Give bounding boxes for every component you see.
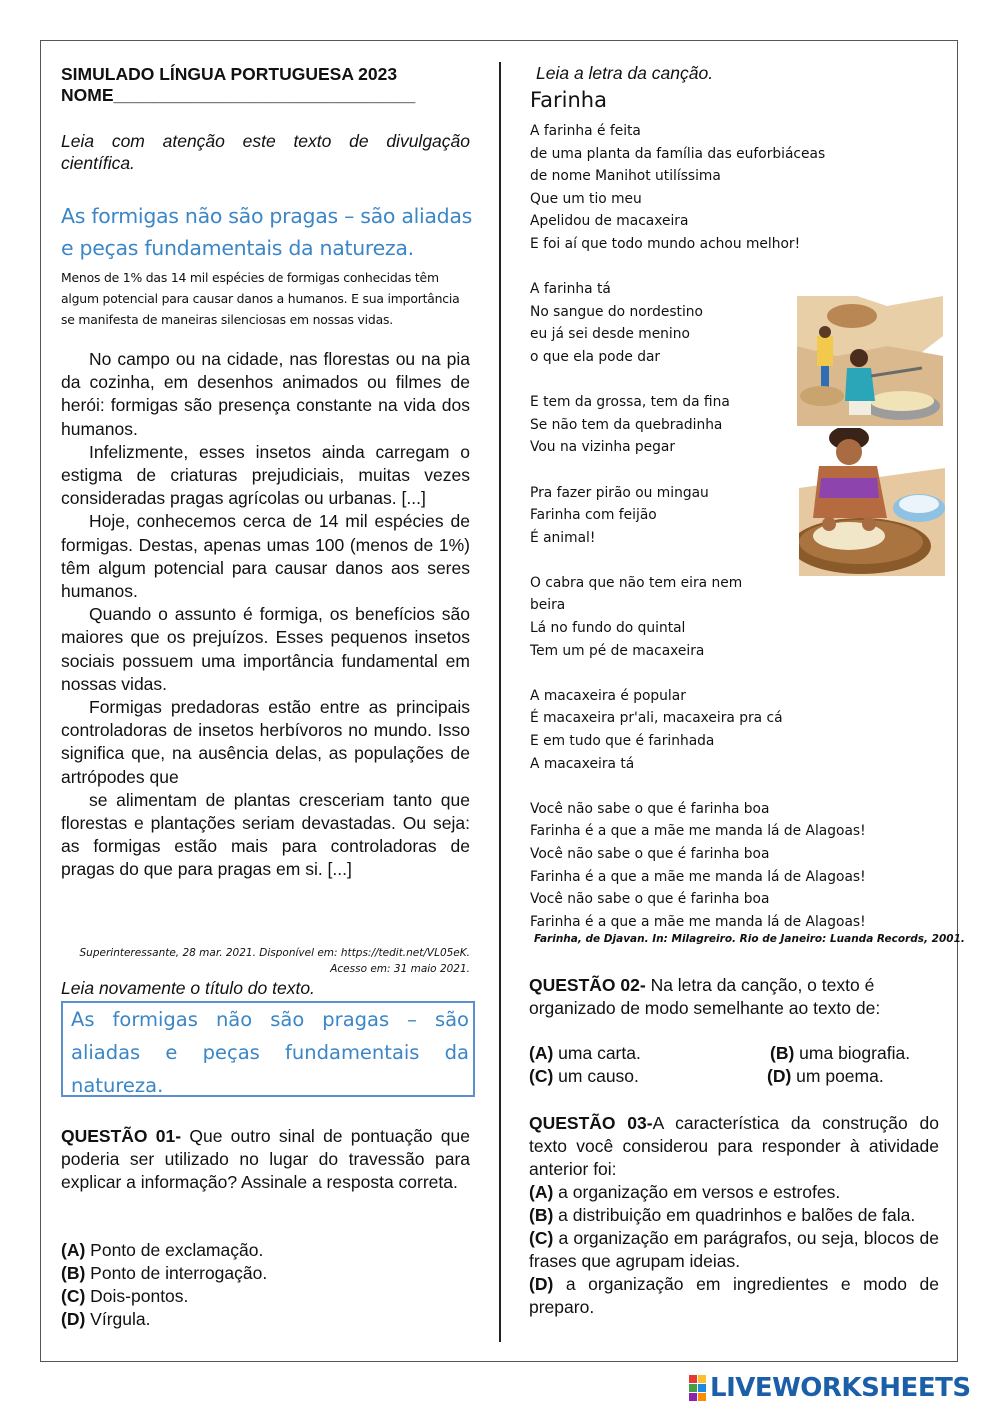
option-text: uma carta.	[553, 1043, 641, 1063]
column-divider	[499, 62, 501, 1342]
verse: Que um tio meu	[530, 190, 642, 207]
question-01	[61, 1125, 470, 1194]
verse: A macaxeira é popular	[530, 687, 686, 704]
logo-square	[698, 1384, 706, 1392]
logo-grid-icon	[689, 1375, 706, 1401]
question-text: A característica da construção do texto você considerou para responder à atividade anterior foi:	[529, 1113, 939, 1179]
source-line: Superinteressante, 28 mar. 2021. Disponível em: https://tedit.net/VL05eK.	[79, 947, 470, 959]
question-01-options	[61, 1239, 267, 1331]
source-line: Acesso em: 31 maio 2021.	[330, 963, 470, 975]
verse: Farinha com feijão	[530, 507, 657, 524]
option-c[interactable]	[61, 1285, 267, 1308]
option-letter: (B)	[529, 1205, 554, 1225]
option-text: uma biografia.	[794, 1043, 911, 1063]
verse: E em tudo que é farinhada	[530, 733, 715, 750]
option-letter: (B)	[770, 1043, 795, 1063]
question-02-options	[529, 1042, 939, 1088]
verse: Se não tem da quebradinha	[530, 416, 723, 433]
option-text: um causo.	[553, 1066, 639, 1086]
option-text: a organização em versos e estrofes.	[553, 1182, 841, 1202]
intro-instruction: Leia com atenção este texto de divulgação científica.	[61, 131, 470, 173]
logo-square	[689, 1375, 697, 1383]
question-text: Que outro sinal de pontuação que poderia ser utilizado no lugar do travessão para explicar a informação? Assinale a resposta correta.	[61, 1126, 470, 1192]
option-d[interactable]	[767, 1065, 884, 1088]
verse: de uma planta da família das euforbiáceas	[530, 145, 826, 162]
verse: Você não sabe o que é farinha boa	[530, 891, 770, 908]
verse: Tem um pé de macaxeira	[530, 642, 705, 659]
verse: E foi aí que todo mundo achou melhor!	[530, 235, 801, 252]
option-d[interactable]	[61, 1308, 267, 1331]
option-letter: (A)	[529, 1043, 554, 1063]
option-c[interactable]	[529, 1066, 639, 1086]
stanza	[530, 798, 930, 934]
sieving-flour-illustration	[799, 428, 945, 576]
option-text: Ponto de interrogação.	[85, 1263, 268, 1283]
option-text: a distribuição em quadrinhos e balões de fala.	[553, 1205, 916, 1225]
verse: É animal!	[530, 529, 596, 546]
article-paragraph: Quando o assunto é formiga, os benefícios são maiores que os prejuízos. Esses pequenos insetos sociais possuem uma importância fundamental em nossas vidas.	[61, 604, 470, 694]
verse: A farinha é feita	[530, 123, 641, 139]
verse: No sangue do nordestino	[530, 303, 703, 320]
question-label: QUESTÃO 02-	[529, 975, 646, 995]
verse: Você não sabe o que é farinha boa	[530, 846, 770, 862]
option-d[interactable]	[529, 1273, 939, 1319]
verse: O cabra que não tem eira nem	[530, 574, 743, 591]
name-field[interactable]: NOME_______________________________	[61, 85, 416, 105]
verse: Lá no fundo do quintal	[530, 620, 686, 637]
option-text: Vírgula.	[85, 1309, 151, 1329]
question-02	[529, 974, 939, 1020]
article-subtitle: Menos de 1% das 14 mil espécies de formigas conhecidas têm algum potencial para causar danos a humanos. E sua importância se manifesta de maneiras silenciosas em nossas vidas.	[61, 270, 460, 327]
logo-square	[689, 1393, 697, 1401]
verse: Apelidou de macaxeira	[530, 213, 689, 230]
question-label: QUESTÃO 01-	[61, 1126, 182, 1146]
liveworksheets-logo[interactable]	[689, 1372, 971, 1404]
option-text: um poema.	[791, 1066, 884, 1086]
question-label: QUESTÃO 03-	[529, 1113, 653, 1133]
article-paragraph: No campo ou na cidade, nas florestas ou na pia da cozinha, em desenhos animados ou filmes de herói: formigas são presença constante na vida dos humanos.	[61, 349, 470, 439]
logo-square	[698, 1375, 706, 1383]
logo-square	[689, 1384, 697, 1392]
option-text: Dois-pontos.	[85, 1286, 189, 1306]
verse: o que ela pode dar	[530, 348, 661, 365]
option-letter: (D)	[61, 1309, 86, 1329]
worksheet-header	[61, 64, 415, 106]
question-03	[529, 1112, 939, 1319]
verse: de nome Manihot utilíssima	[530, 168, 721, 185]
option-letter: (A)	[61, 1240, 86, 1260]
option-letter: (C)	[529, 1228, 554, 1248]
option-a[interactable]	[61, 1239, 267, 1262]
option-letter: (D)	[767, 1066, 792, 1086]
exam-title: SIMULADO LÍNGUA PORTUGUESA 2023	[61, 64, 398, 84]
song-instruction: Leia a letra da canção.	[536, 63, 714, 83]
verse: Farinha é a que a mãe me manda lá de Alagoas!	[530, 823, 866, 840]
option-letter: (D)	[529, 1274, 554, 1294]
verse: eu já sei desde menino	[530, 326, 690, 343]
reread-instruction: Leia novamente o título do texto.	[61, 978, 315, 998]
logo-square	[698, 1393, 706, 1401]
article-paragraph: se alimentam de plantas cresceriam tanto que florestas e plantações seriam devastadas. Ou seja: as formigas estão mais para controladoras de pragas do que para pragas em si. [...]	[61, 789, 470, 880]
option-letter: (C)	[529, 1066, 554, 1086]
article-body	[61, 348, 470, 882]
article-title: As formigas não são pragas – são aliadas e peças fundamentais da natureza.	[61, 204, 473, 260]
verse: Farinha é a que a mãe me manda lá de Alagoas!	[530, 913, 866, 930]
logo-text: LIVEWORKSHEETS	[710, 1373, 971, 1403]
verse: É macaxeira pr'ali, macaxeira pra cá	[530, 710, 783, 727]
option-letter: (A)	[529, 1182, 554, 1202]
song-credit: Farinha, de Djavan. In: Milagreiro. Rio de Janeiro: Luanda Records, 2001.	[534, 933, 965, 945]
verse: A farinha tá	[530, 281, 611, 298]
stanza	[530, 572, 930, 662]
verse: A macaxeira tá	[530, 755, 635, 772]
option-a[interactable]	[529, 1043, 641, 1063]
stanza	[530, 120, 930, 256]
option-letter: (C)	[61, 1286, 86, 1306]
article-paragraph: Formigas predadoras estão entre as principais controladoras de insetos herbívoros no mundo. Isso significa que, na ausência delas, as populações de artrópodes que	[61, 697, 470, 787]
option-text: a organização em parágrafos, ou seja, blocos de frases que agrupam ideias.	[529, 1228, 939, 1271]
option-b[interactable]	[770, 1042, 910, 1065]
verse: Farinha é a que a mãe me manda lá de Alagoas!	[530, 868, 866, 885]
verse: Você não sabe o que é farinha boa	[530, 800, 770, 817]
verse: beira	[530, 597, 566, 614]
article-paragraph: Infelizmente, esses insetos ainda carregam o estigma de criaturas prejudiciais, muitas vezes consideradas pragas agrícolas ou urbanas. [...]	[61, 441, 470, 509]
option-b[interactable]	[529, 1204, 939, 1227]
verse: E tem da grossa, tem da fina	[530, 394, 730, 411]
question-text: Na letra da canção, o texto é organizado de modo semelhante ao texto de:	[529, 975, 881, 1018]
song-title: Farinha	[530, 88, 607, 112]
option-b[interactable]	[61, 1262, 267, 1285]
option-c[interactable]	[529, 1227, 939, 1273]
option-text: a organização em ingredientes e modo de preparo.	[529, 1274, 939, 1317]
option-text: Ponto de exclamação.	[85, 1240, 264, 1260]
option-a[interactable]	[529, 1181, 939, 1204]
verse: Pra fazer pirão ou mingau	[530, 484, 709, 501]
verse: Vou na vizinha pegar	[530, 439, 676, 456]
boxed-title: As formigas não são pragas – são aliadas e peças fundamentais da natureza.	[61, 1001, 475, 1097]
article-source	[61, 945, 470, 977]
option-letter: (B)	[61, 1263, 86, 1283]
article-paragraph: Hoje, conhecemos cerca de 14 mil espécies de formigas. Destas, apenas umas 100 (menos de 1%) têm algum potencial para causar danos aos seres humanos.	[61, 511, 470, 602]
stanza	[530, 685, 930, 775]
flour-making-illustration	[797, 296, 943, 426]
